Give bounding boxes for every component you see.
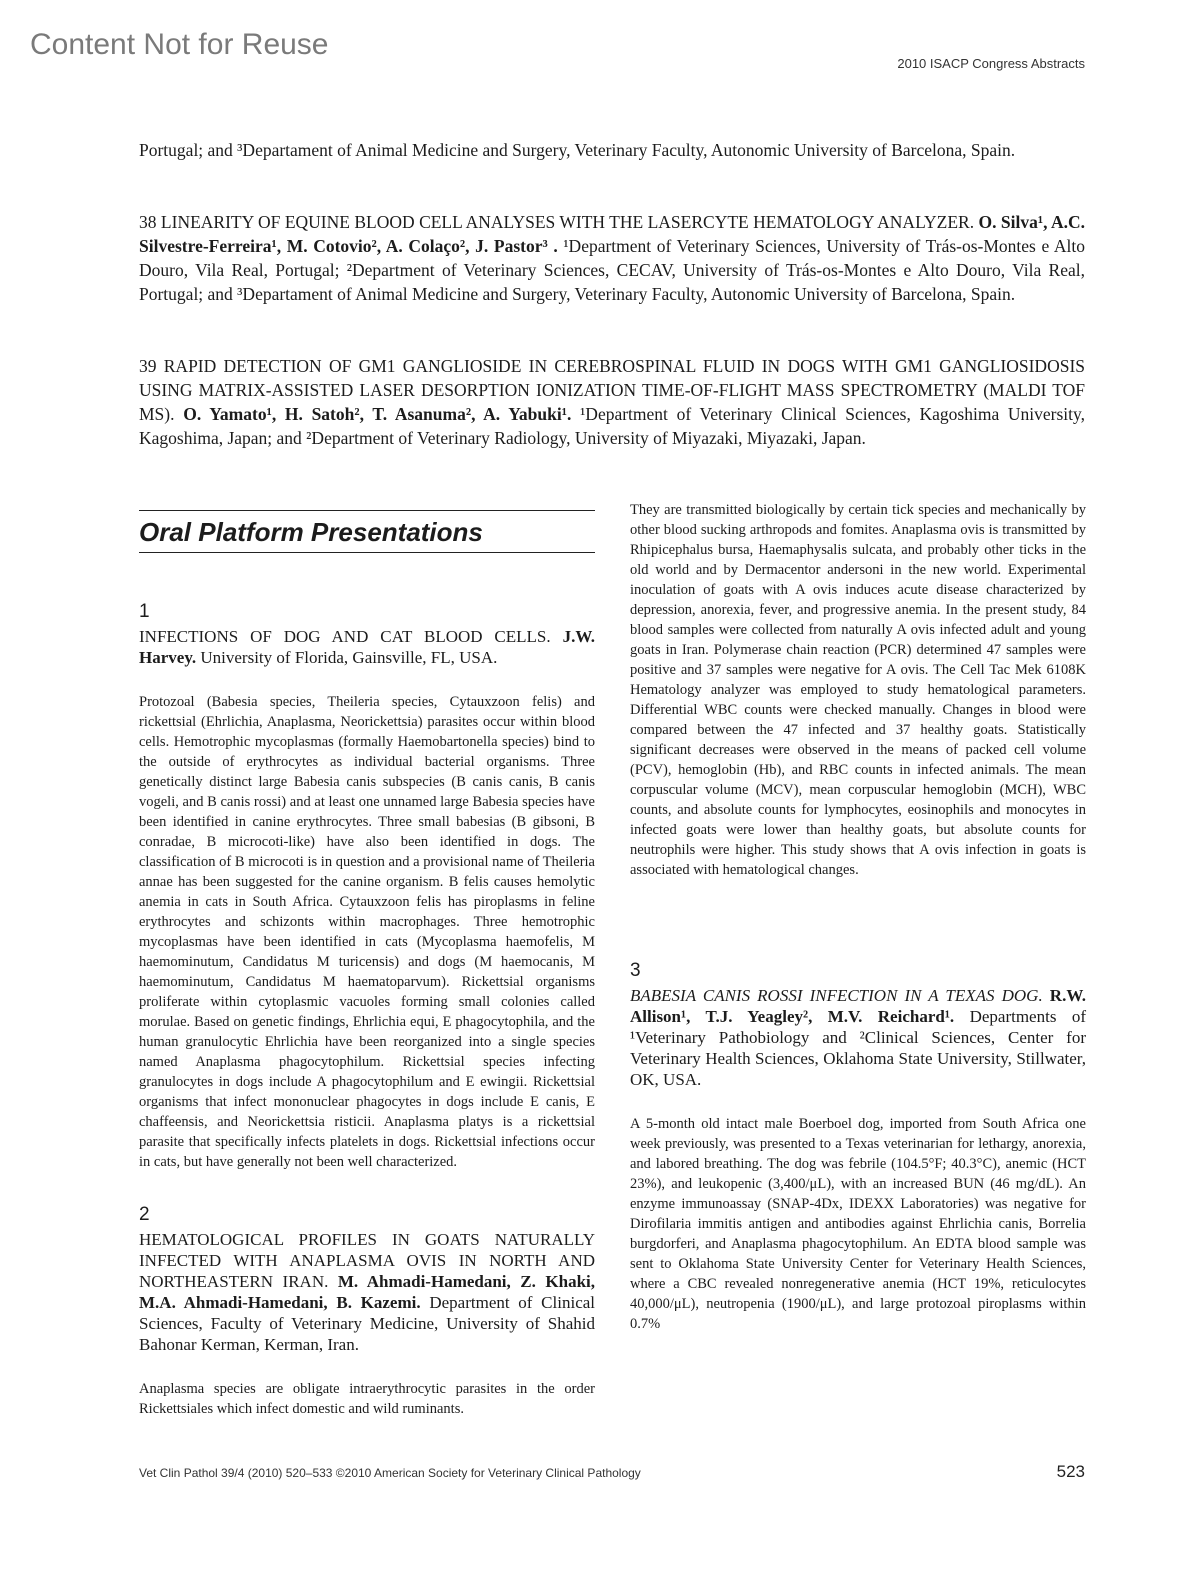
abstract-39-title: 39 RAPID DETECTION OF GM1 GANGLIOSIDE IN CEREBROSPINAL FLUID IN DOGS WITH GM1 GANGLIOSIDOSIS USING MATRIX-ASSISTED LASER DESORPTION IONIZATION TIME-OF-FLIGHT MASS SPECTROMETRY (MALDI TOF MS).	[139, 356, 1085, 424]
abstract-affiliations: Department of Clinical Sciences, Faculty of Veterinary Medicine, University of Shahid Bahonar Kerman, Kerman, Iran.	[139, 1293, 596, 1354]
abstract-39-authors: O. Yamato¹, H. Satoh², T. Asanuma², A. Yabuki¹.	[183, 404, 572, 424]
abstract-38-affiliations: ¹Department of Veterinary Sciences, University of Trás-os-Montes e Alto Douro, Vila Real, Portugal; ²Department of Veterinary Sciences, CECAV, University of Trás-os-Montes e Alto Douro, Vila Real, Portugal; and ³Departament of Animal Medicine and Surgery, Veterinary Faculty, Autonomic University of Barcelona, Spain.	[139, 236, 1085, 304]
left-column	[139, 500, 595, 1419]
abstract-39	[139, 354, 1085, 450]
abstract-number: 2	[139, 1204, 150, 1225]
right-column	[630, 500, 1086, 1334]
abstract-38	[139, 210, 1085, 306]
section-title: Oral Platform Presentations	[139, 510, 595, 553]
abstract-title: BABESIA CANIS ROSSI INFECTION IN A TEXAS DOG.	[630, 986, 1043, 1005]
abstract-number: 3	[630, 960, 641, 981]
continuation-text	[139, 138, 1085, 162]
abstract-38-authors: O. Silva¹, A.C. Silvestre-Ferreira¹, M. Cotovio², A. Colaço², J. Pastor³ .	[139, 212, 1085, 256]
abstract-body: Protozoal (Babesia species, Theileria species, Cytauxzoon felis) and rickettsial (Ehrlichia, Anaplasma, Neorickettsia) parasites occur within blood cells. Hemotrophic mycoplasmas (formally Haemobartonella species) bind to the outside of erythrocytes as individual bacterial organisms. Three genetically distinct large Babesia canis subspecies (B canis canis, B canis vogeli, and B canis rossi) and at least one unnamed large Babesia species have been identified in canine erythrocytes. Three small babesias (B gibsoni, B conradae, B microcoti-like) have also been identified in dogs. The classification of B microcoti is in question and a provisional name of Theileria annae has been suggested for the canine organism. B felis causes hemolytic anemia in cats in South Africa. Cytauxzoon felis has piroplasms in feline erythrocytes and schizonts within macrophages. Three hemotrophic mycoplasmas have been identified in cats (Mycoplasma haemofelis, M haemominutum, Candidatus M turicensis) and dogs (M haemocanis, M haemominutum, Candidatus M haematoparvum). Rickettsial organisms proliferate within cytoplasmic vacuoles forming small colonies called morulae. Based on genetic findings, Ehrlichia equi, E phagocytophila, and the human granulocytic Ehrlichia have been reorganized into a single species named Anaplasma phagocytophilum. Rickettsial species infecting granulocytes in dogs include A phagocytophilum and E ewingii. Rickettsial organisms that infect mononuclear phagocytes in dogs include E canis, E chaffeensis, and Neorickettsia risticii. Anaplasma platys is a rickettsial parasite that specifically infects platelets in dogs. Rickettsial infections occur in cats, but have generally not been well characterized.	[139, 694, 595, 1170]
oral-abstract-1	[139, 601, 595, 1172]
abstract-39-affiliations: ¹Department of Veterinary Clinical Sciences, Kagoshima University, Kagoshima, Japan; and ²Department of Veterinary Radiology, University of Miyazaki, Miyazaki, Japan.	[139, 404, 1086, 448]
footer-citation: Vet Clin Pathol 39/4 (2010) 520–533 ©2010 American Society for Veterinary Clinical Pathology	[139, 1466, 641, 1480]
abstract-body: Anaplasma species are obligate intraerythrocytic parasites in the order Rickettsiales which infect domestic and wild ruminants.	[139, 1381, 595, 1417]
abstract-authors: M. Ahmadi-Hamedani, Z. Khaki, M.A. Ahmadi-Hamedani, B. Kazemi.	[139, 1272, 595, 1312]
abstract-38-title: 38 LINEARITY OF EQUINE BLOOD CELL ANALYSES WITH THE LASERCYTE HEMATOLOGY ANALYZER.	[139, 212, 975, 232]
page-number: 523	[1056, 1462, 1085, 1481]
abstract-number: 1	[139, 601, 150, 622]
abstract-title: HEMATOLOGICAL PROFILES IN GOATS NATURALLY INFECTED WITH ANAPLASMA OVIS IN NORTH AND NORTHEASTERN IRAN.	[139, 1230, 595, 1291]
abstract-title: INFECTIONS OF DOG AND CAT BLOOD CELLS.	[139, 627, 551, 646]
abstract-authors: J.W. Harvey.	[139, 627, 596, 667]
abstract-affiliations: Departments of ¹Veterinary Pathobiology and ²Clinical Sciences, Center for Veterinary Health Sciences, Oklahoma State University, Stillwater, OK, USA.	[630, 1007, 1086, 1089]
watermark: Content Not for Reuse	[30, 28, 329, 61]
abstract-affiliations: University of Florida, Gainsville, FL, USA.	[200, 648, 498, 667]
oral-abstract-2	[139, 1204, 595, 1419]
running-head: 2010 ISACP Congress Abstracts	[897, 56, 1085, 71]
oral-abstract-3	[630, 960, 1086, 1334]
continuation-affiliation: Portugal; and ³Departament of Animal Medicine and Surgery, Veterinary Faculty, Autonomic University of Barcelona, Spain.	[139, 140, 1016, 160]
abstract-authors: R.W. Allison¹, T.J. Yeagley², M.V. Reichard¹.	[630, 986, 1087, 1026]
abstract-2-continuation: They are transmitted biologically by certain tick species and mechanically by other blood sucking arthropods and fomites. Anaplasma ovis is transmitted by Rhipicephalus bursa, Haemaphysalis sulcata, and probably other ticks in the old world and by Dermacentor andersoni in the new world. Experimental inoculation of goats with A ovis induces acute disease characterized by depression, anorexia, fever, and progressive anemia. In the present study, 84 blood samples were collected from naturally A ovis infected adult and young goats in Iran. Polymerase chain reaction (PCR) determined 47 samples were positive and 37 samples were negative for A ovis. The Cell Tac Mek 6108K Hematology analyzer was employed to study hematological parameters. Differential WBC counts were checked manually. Changes in blood were compared between the 47 infected and 37 healthy goats. Statistically significant decreases were observed in the means of packed cell volume (PCV), hemoglobin (Hb), and RBC counts in infected animals. The mean corpuscular volume (MCV), mean corpuscular hemoglobin (MCH), WBC counts, and absolute counts for lymphocytes, eosinophils and monocytes in infected goats were lower than healthy goats, but absolute counts for neutrophils were higher. This study shows that A ovis infection in goats is associated with hematological changes.	[630, 502, 1086, 878]
abstract-body: A 5-month old intact male Boerboel dog, imported from South Africa one week previously, was presented to a Texas veterinarian for lethargy, anorexia, and labored breathing. The dog was febrile (104.5°F; 40.3°C), anemic (HCT 23%), and leukopenic (3,400/μL), with an increased BUN (46 mg/dL). An enzyme immunoassay (SNAP-4Dx, IDEXX Laboratories) was negative for Dirofilaria immitis antigen and antibodies against Ehrlichia canis, Borrelia burgdorferi, and Anaplasma phagocytophilum. An EDTA blood sample was sent to Oklahoma State University Center for Veterinary Health Sciences, where a CBC revealed nonregenerative anemia (HCT 19%, reticulocytes 40,000/μL), neutropenia (1900/μL), and large protozoal piroplasms within 0.7%	[630, 1116, 1086, 1332]
